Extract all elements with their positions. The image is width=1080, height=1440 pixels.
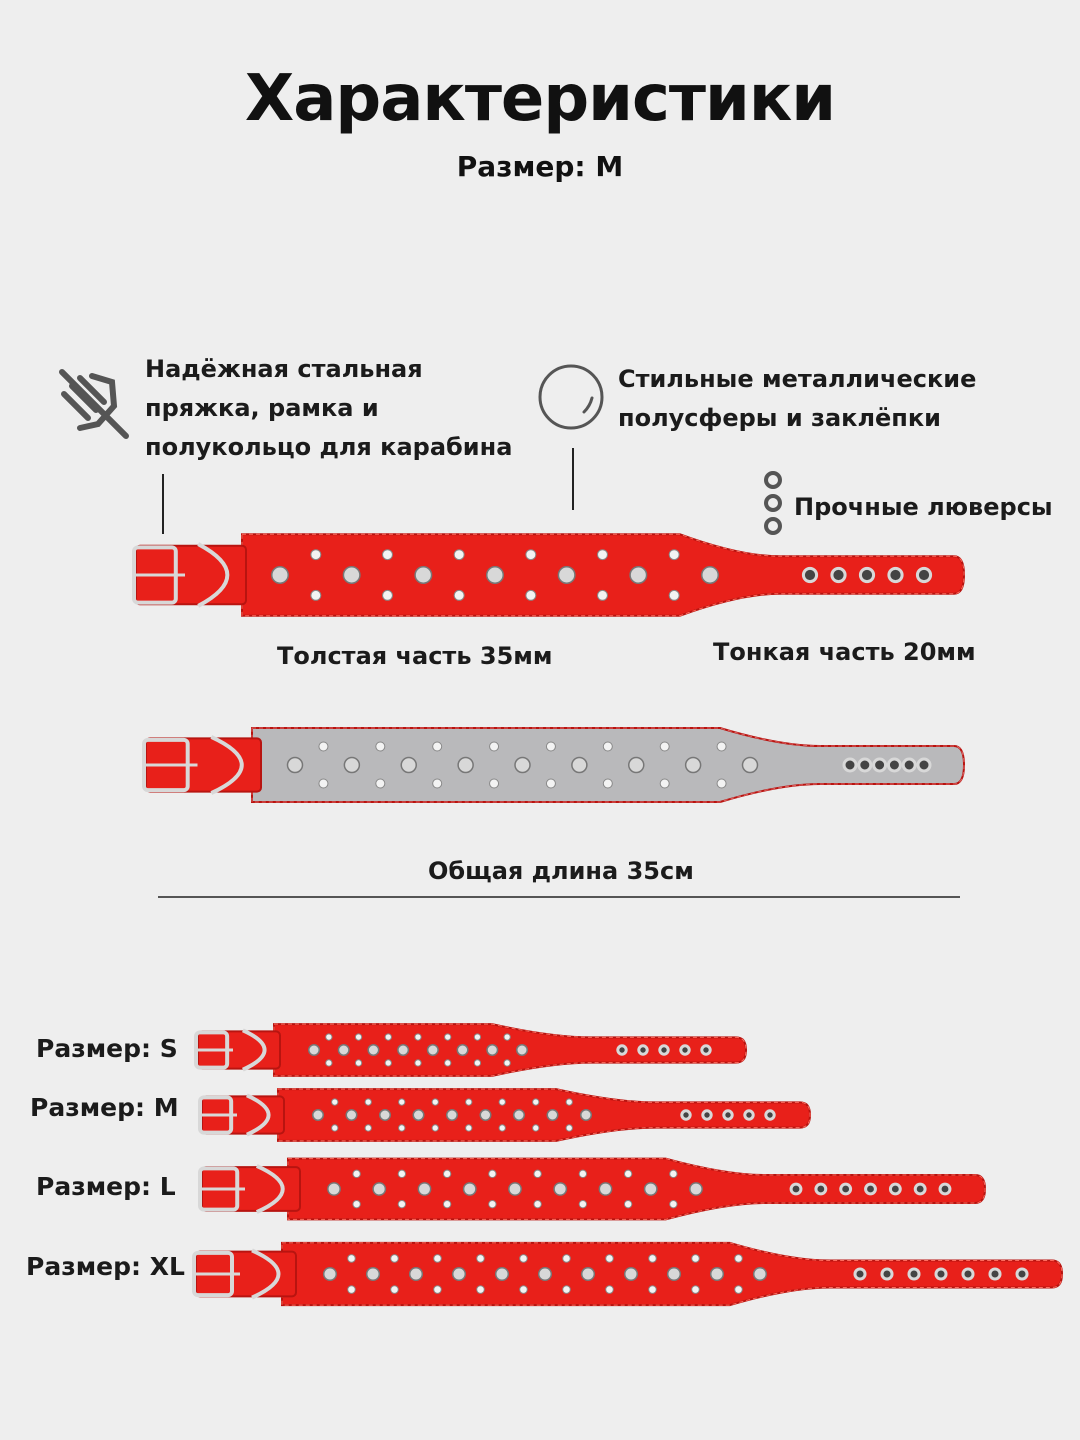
collar-eyelet <box>915 1184 925 1194</box>
collar-rivet <box>376 742 385 751</box>
collar-eyelet <box>866 1184 876 1194</box>
collar-eyelet <box>682 1111 690 1119</box>
collar-stud-sphere <box>343 567 360 584</box>
collar-eyelet <box>903 759 915 771</box>
collar-rivet <box>566 1099 572 1105</box>
feature-studs-line-2: полусферы и заклёпки <box>618 404 941 432</box>
collar-eyelet <box>791 1184 801 1194</box>
collar-rivet <box>489 1200 496 1207</box>
collar-stud-sphere <box>547 1110 558 1121</box>
collar-eyelet <box>681 1046 689 1054</box>
collar-eyelet <box>841 1184 851 1194</box>
collar-rivet <box>579 1170 586 1177</box>
collar-rivet <box>563 1255 571 1263</box>
feature-buckle-text <box>145 350 512 467</box>
collar-back-image <box>140 715 970 815</box>
collar-eyelet <box>832 568 845 581</box>
collar-size-s-image <box>192 1015 752 1085</box>
collar-eyelet <box>882 1269 892 1279</box>
collar-rivet <box>670 1170 677 1177</box>
collar-front-image <box>130 520 970 630</box>
collar-rivet <box>504 1034 510 1040</box>
collar-stud-sphere <box>625 1268 638 1281</box>
collar-stud-sphere <box>539 1268 552 1281</box>
collar-stud-sphere <box>457 1045 468 1056</box>
collar-stud-sphere <box>599 1183 611 1195</box>
circle-sphere-icon <box>536 362 606 432</box>
collar-stud-sphere <box>368 1045 379 1056</box>
collar-stud-sphere <box>480 1110 491 1121</box>
collar-rivet <box>499 1125 505 1131</box>
thin-part-caption: Тонкая часть 20мм <box>713 638 976 666</box>
collar-rivet <box>669 550 679 560</box>
collar-rivet <box>365 1125 371 1131</box>
collar-rivet <box>533 1125 539 1131</box>
collar-stud-sphere <box>487 567 504 584</box>
size-label-m: Размер: M <box>30 1093 179 1122</box>
collar-rivet <box>660 742 669 751</box>
collar-rivet <box>526 550 536 560</box>
collar-rivet <box>415 1034 421 1040</box>
collar-size-m-image <box>196 1080 816 1150</box>
collar-eyelet <box>844 759 856 771</box>
collar-rivet <box>415 1060 421 1066</box>
collar-rivet <box>466 1099 472 1105</box>
collar-stud-sphere <box>401 758 416 773</box>
collar-rivet <box>499 1099 505 1105</box>
collar-eyelet <box>702 1046 710 1054</box>
collar-rivet <box>454 550 464 560</box>
collar-rivet <box>692 1255 700 1263</box>
collar-rivet <box>477 1255 485 1263</box>
collar-stud-sphere <box>496 1268 509 1281</box>
shield-crossed-icon <box>52 362 134 444</box>
collar-rivet <box>598 590 608 600</box>
collar-rivet <box>624 1200 631 1207</box>
collar-rivet <box>566 1125 572 1131</box>
collar-eyelet <box>963 1269 973 1279</box>
collar-eyelet <box>909 1269 919 1279</box>
collar-stud-sphere <box>410 1268 423 1281</box>
collar-rivet <box>376 779 385 788</box>
feature-studs-text <box>618 360 976 438</box>
collar-stud-sphere <box>629 758 644 773</box>
collar-stud-sphere <box>344 758 359 773</box>
collar-eyelet <box>703 1111 711 1119</box>
feature-buckle-line-1: Надёжная стальная <box>145 355 423 383</box>
collar-stud-sphere <box>464 1183 476 1195</box>
collar-rivet <box>326 1034 332 1040</box>
collar-rivet <box>445 1060 451 1066</box>
collar-rivet <box>355 1034 361 1040</box>
collar-eyelet <box>803 568 816 581</box>
collar-eyelet <box>816 1184 826 1194</box>
collar-stud-sphere <box>690 1183 702 1195</box>
collar-stud-sphere <box>554 1183 566 1195</box>
collar-rivet <box>660 779 669 788</box>
feature-buckle-line-3: полукольцо для карабина <box>145 433 513 461</box>
collar-rivet <box>546 779 555 788</box>
collar-stud-sphere <box>515 758 530 773</box>
collar-rivet <box>398 1170 405 1177</box>
collar-rivet <box>355 1060 361 1066</box>
collar-eyelet <box>874 759 886 771</box>
collar-stud-sphere <box>324 1268 337 1281</box>
collar-stud-sphere <box>581 1110 592 1121</box>
collar-rivet <box>606 1286 614 1294</box>
collar-eyelet <box>917 568 930 581</box>
feature-studs-line-1: Стильные металлические <box>618 365 977 393</box>
thick-part-caption: Толстая часть 35мм <box>277 642 553 670</box>
collar-rivet <box>546 742 555 751</box>
collar-rivet <box>365 1099 371 1105</box>
collar-stud-sphere <box>453 1268 466 1281</box>
collar-rivet <box>433 742 442 751</box>
collar-stud-sphere <box>582 1268 595 1281</box>
collar-eyelet <box>859 759 871 771</box>
collar-rivet <box>466 1125 472 1131</box>
collar-stud-sphere <box>373 1183 385 1195</box>
collar-eyelet <box>990 1269 1000 1279</box>
collar-eyelet <box>766 1111 774 1119</box>
collar-rivet <box>353 1170 360 1177</box>
collar-stud-sphere <box>288 758 303 773</box>
collar-stud-sphere <box>415 567 432 584</box>
collar-rivet <box>606 1255 614 1263</box>
collar-rivet <box>432 1125 438 1131</box>
collar-rivet <box>319 779 328 788</box>
collar-stud-sphere <box>514 1110 525 1121</box>
collar-eyelet <box>918 759 930 771</box>
collar-stud-sphere <box>346 1110 357 1121</box>
collar-rivet <box>735 1255 743 1263</box>
collar-rivet <box>534 1200 541 1207</box>
collar-eyelet <box>940 1184 950 1194</box>
collar-rivet <box>490 779 499 788</box>
collar-rivet <box>434 1286 442 1294</box>
collar-rivet <box>454 590 464 600</box>
collar-stud-sphere <box>558 567 575 584</box>
collar-rivet <box>443 1170 450 1177</box>
collar-rivet <box>692 1286 700 1294</box>
collar-stud-sphere <box>754 1268 767 1281</box>
collar-size-l-image <box>196 1148 991 1230</box>
feature-buckle-line-2: пряжка, рамка и <box>145 394 379 422</box>
collar-strap <box>288 1159 985 1220</box>
collar-rivet <box>311 590 321 600</box>
collar-rivet <box>669 590 679 600</box>
collar-rivet <box>520 1255 528 1263</box>
collar-rivet <box>385 1060 391 1066</box>
collar-stud-sphere <box>398 1045 409 1056</box>
collar-rivet <box>326 1060 332 1066</box>
studs-pointer-line <box>572 448 574 510</box>
collar-rivet <box>579 1200 586 1207</box>
size-label-xl: Размер: XL <box>26 1252 185 1281</box>
page-title: Характеристики <box>244 62 836 136</box>
collar-rivet <box>526 590 536 600</box>
collar-rivet <box>504 1060 510 1066</box>
collar-stud-sphere <box>418 1183 430 1195</box>
collar-rivet <box>434 1255 442 1263</box>
collar-rivet <box>399 1099 405 1105</box>
collar-rivet <box>474 1060 480 1066</box>
collar-rivet <box>603 742 612 751</box>
collar-rivet <box>332 1125 338 1131</box>
collar-stud-sphere <box>313 1110 324 1121</box>
collar-rivet <box>443 1200 450 1207</box>
collar-rivet <box>598 550 608 560</box>
collar-rivet <box>348 1255 356 1263</box>
collar-rivet <box>649 1255 657 1263</box>
collar-eyelet <box>888 759 900 771</box>
collar-rivet <box>398 1200 405 1207</box>
collar-eyelet <box>860 568 873 581</box>
collar-eyelet <box>618 1046 626 1054</box>
collar-eyelet <box>639 1046 647 1054</box>
page-subtitle-size: Размер: M <box>456 150 624 183</box>
collar-rivet <box>353 1200 360 1207</box>
collar-stud-sphere <box>702 567 719 584</box>
feature-eyelets-text: Прочные люверсы <box>794 493 1053 521</box>
collar-eyelet <box>660 1046 668 1054</box>
collar-size-xl-image <box>190 1232 1068 1316</box>
collar-rivet <box>383 590 393 600</box>
collar-rivet <box>383 550 393 560</box>
collar-rivet <box>534 1170 541 1177</box>
collar-stud-sphere <box>630 567 647 584</box>
collar-stud-sphere <box>686 758 701 773</box>
collar-stud-sphere <box>572 758 587 773</box>
collar-rivet <box>603 779 612 788</box>
collar-rivet <box>670 1200 677 1207</box>
collar-rivet <box>433 779 442 788</box>
collar-eyelet <box>889 568 902 581</box>
collar-stud-sphere <box>743 758 758 773</box>
collar-stud-sphere <box>413 1110 424 1121</box>
section-divider <box>158 896 960 898</box>
collar-rivet <box>717 742 726 751</box>
collar-rivet <box>477 1286 485 1294</box>
collar-stud-sphere <box>428 1045 439 1056</box>
collar-stud-sphere <box>328 1183 340 1195</box>
collar-eyelet <box>745 1111 753 1119</box>
collar-rivet <box>533 1099 539 1105</box>
collar-stud-sphere <box>487 1045 498 1056</box>
total-length-caption: Общая длина 35см <box>428 857 694 885</box>
collar-rivet <box>624 1170 631 1177</box>
collar-rivet <box>319 742 328 751</box>
collar-eyelet <box>724 1111 732 1119</box>
collar-stud-sphere <box>309 1045 320 1056</box>
collar-rivet <box>563 1286 571 1294</box>
size-label-s: Размер: S <box>36 1034 178 1063</box>
collar-stud-sphere <box>367 1268 380 1281</box>
collar-rivet <box>399 1125 405 1131</box>
collar-rivet <box>311 550 321 560</box>
collar-rivet <box>348 1286 356 1294</box>
collar-rivet <box>432 1099 438 1105</box>
collar-rivet <box>649 1286 657 1294</box>
collar-rivet <box>474 1034 480 1040</box>
collar-eyelet <box>1017 1269 1027 1279</box>
collar-stud-sphere <box>668 1268 681 1281</box>
collar-rivet <box>332 1099 338 1105</box>
collar-rivet <box>385 1034 391 1040</box>
collar-stud-sphere <box>272 567 289 584</box>
collar-stud-sphere <box>447 1110 458 1121</box>
collar-rivet <box>520 1286 528 1294</box>
collar-rivet <box>717 779 726 788</box>
size-label-l: Размер: L <box>36 1172 176 1201</box>
collar-stud-sphere <box>645 1183 657 1195</box>
collar-stud-sphere <box>458 758 473 773</box>
collar-eyelet <box>890 1184 900 1194</box>
collar-stud-sphere <box>517 1045 528 1056</box>
collar-eyelet <box>855 1269 865 1279</box>
collar-rivet <box>735 1286 743 1294</box>
collar-rivet <box>391 1286 399 1294</box>
collar-eyelet <box>936 1269 946 1279</box>
collar-rivet <box>490 742 499 751</box>
collar-stud-sphere <box>509 1183 521 1195</box>
collar-rivet <box>489 1170 496 1177</box>
collar-rivet <box>391 1255 399 1263</box>
collar-stud-sphere <box>711 1268 724 1281</box>
collar-stud-sphere <box>338 1045 349 1056</box>
collar-rivet <box>445 1034 451 1040</box>
collar-stud-sphere <box>380 1110 391 1121</box>
